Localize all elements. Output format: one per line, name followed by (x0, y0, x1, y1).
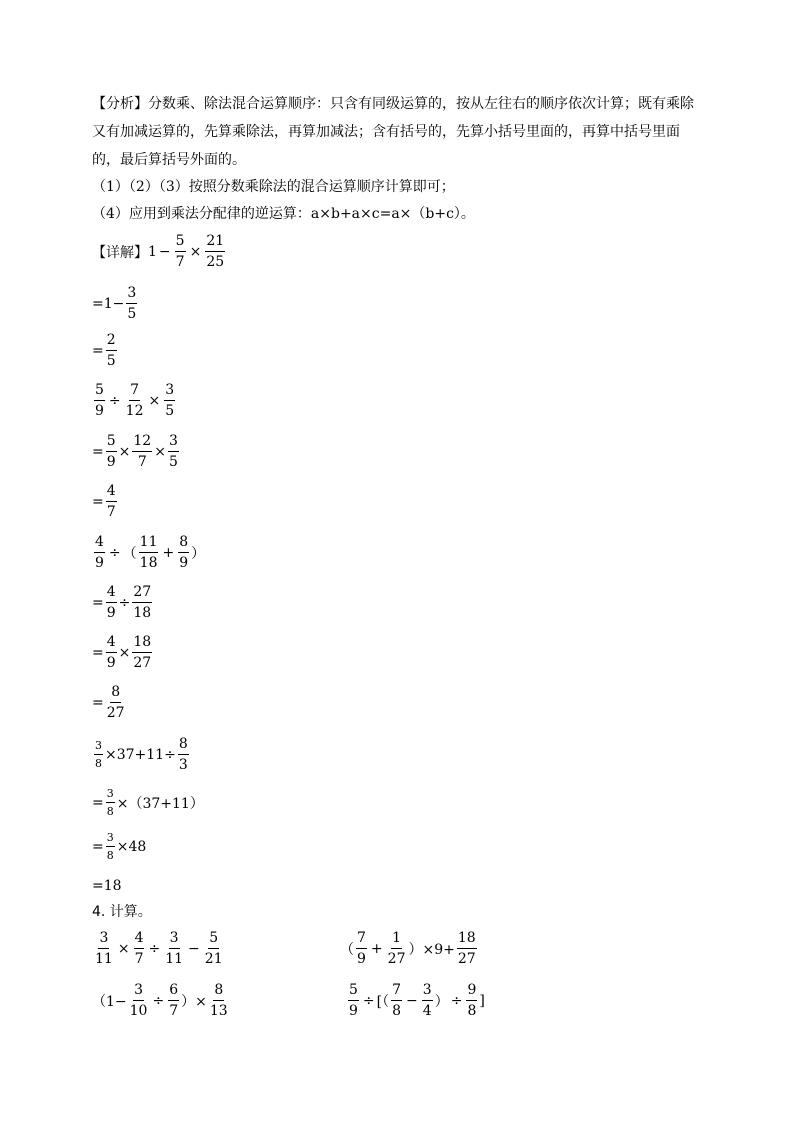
numerator: 3 (133, 983, 144, 1001)
fraction (387, 931, 407, 966)
minus-sign: − (406, 992, 418, 1009)
fraction (348, 983, 359, 1018)
fraction (126, 286, 137, 321)
denominator: 5 (165, 403, 175, 419)
math-text: ）× (181, 993, 207, 1010)
equals-sign: = (92, 694, 104, 711)
denominator: 9 (357, 951, 366, 967)
numerator: 27 (132, 585, 152, 603)
numerator: 3 (94, 740, 103, 755)
minus-sign: − (188, 940, 200, 957)
detail-expr-1 (92, 234, 227, 269)
equals-sign: = (92, 342, 104, 359)
denominator: 8 (106, 805, 114, 818)
times-sign: × (117, 940, 130, 957)
equals-sign: = (92, 644, 104, 661)
times-sign: × (118, 644, 131, 661)
numerator: 5 (348, 983, 359, 1001)
numerator: 8 (213, 983, 224, 1001)
fraction (178, 737, 189, 772)
numerator: 3 (106, 832, 115, 847)
plus-sign: + (162, 544, 175, 561)
numerator: 3 (422, 983, 433, 1001)
divide-sign: ÷ (108, 544, 121, 561)
fraction (106, 788, 115, 817)
math-text: ×48 (116, 838, 147, 855)
math-number: 1 (148, 243, 157, 260)
analysis-line-3: 的，最后算括号外面的。 (92, 152, 246, 168)
detail-step-4-4: =18 (92, 878, 122, 894)
question-2 (340, 931, 479, 966)
numerator: 5 (208, 931, 219, 949)
numerator: 5 (94, 383, 105, 401)
times-sign: × (148, 392, 161, 409)
denominator: 7 (106, 504, 116, 520)
fraction (132, 635, 152, 670)
analysis-line-2: 又有加减运算的，先算乘除法，再算加减法；含有括号的，先算小括号里面的，再算中括号里面 (92, 124, 680, 140)
denominator: 7 (137, 454, 147, 470)
numerator: 4 (94, 535, 105, 553)
numerator: 5 (106, 434, 117, 452)
fraction (164, 383, 175, 418)
fraction (175, 234, 186, 269)
denominator: 5 (168, 454, 178, 470)
detail-expr-2 (92, 383, 177, 418)
detail-label: 【详解】 (92, 244, 148, 261)
fraction (139, 535, 159, 570)
numerator: 3 (169, 931, 180, 949)
fraction (356, 931, 367, 966)
denominator: 9 (95, 403, 104, 419)
equals-sign: = (92, 493, 104, 510)
denominator: 7 (169, 1003, 179, 1019)
denominator: 8 (392, 1003, 402, 1019)
denominator: 18 (133, 605, 152, 621)
denominator: 9 (106, 655, 116, 671)
fraction (106, 484, 117, 519)
numerator: 1 (391, 931, 402, 949)
denominator: 21 (204, 951, 223, 967)
math-text: ×（37+11） (116, 795, 204, 812)
denominator: 3 (178, 757, 188, 773)
math-text: ×37+11÷ (105, 746, 176, 763)
minus-sign: − (158, 243, 171, 260)
right-bracket: ] (479, 992, 485, 1009)
fraction (132, 585, 152, 620)
detail-step-2-3 (92, 484, 119, 519)
math-text: =1− (92, 295, 125, 312)
numerator: 5 (175, 234, 186, 252)
numerator: 3 (98, 931, 109, 949)
equals-sign: = (92, 794, 104, 811)
numerator: 4 (106, 585, 117, 603)
analysis-line-4: （1）（2）（3）按照分数乘除法的混合运算顺序计算即可； (92, 179, 455, 195)
numerator: 6 (168, 983, 179, 1001)
detail-step-4-3 (92, 832, 146, 861)
fraction (134, 931, 145, 966)
denominator: 7 (134, 951, 144, 967)
detail-step-3-4 (92, 685, 128, 720)
fraction (132, 434, 152, 469)
denominator: 27 (133, 655, 152, 671)
denominator: 11 (95, 951, 113, 967)
numerator: 3 (164, 383, 175, 401)
fraction (422, 983, 433, 1018)
fraction (94, 535, 105, 570)
numerator: 3 (126, 286, 137, 304)
right-paren: ） (434, 993, 449, 1010)
detail-step-4-2 (92, 788, 204, 817)
equals-sign: = (92, 443, 104, 460)
denominator: 9 (349, 1003, 358, 1019)
numerator: 7 (356, 931, 367, 949)
numerator: 12 (132, 434, 152, 452)
question-heading: 4. 计算。 (92, 904, 152, 920)
times-sign: × (154, 443, 166, 460)
numerator: 18 (132, 635, 152, 653)
denominator: 9 (179, 555, 189, 571)
denominator: 9 (106, 605, 116, 621)
fraction (106, 585, 117, 620)
numerator: 8 (178, 737, 189, 755)
numerator: 3 (106, 788, 115, 803)
fraction (94, 383, 105, 418)
equals-sign: = (92, 594, 104, 611)
question-4 (346, 983, 485, 1018)
denominator: 13 (209, 1003, 228, 1019)
fraction (178, 535, 189, 570)
analysis-line-5: （4）应用到乘法分配律的逆运算：a×b+a×c=a×（b+c）。 (92, 206, 475, 222)
math-text: （1− (92, 993, 127, 1010)
fraction (106, 635, 117, 670)
denominator: 4 (422, 1003, 432, 1019)
fraction (391, 983, 402, 1018)
question-3 (92, 983, 231, 1018)
fraction (466, 983, 477, 1018)
numerator: 8 (110, 685, 121, 703)
numerator: 3 (168, 434, 179, 452)
question-1 (92, 931, 226, 966)
fraction (94, 931, 114, 966)
fraction (106, 685, 126, 720)
denominator: 11 (165, 951, 184, 967)
fraction (125, 383, 145, 418)
fraction (168, 434, 179, 469)
fraction (164, 931, 184, 966)
denominator: 25 (206, 254, 225, 270)
left-paren: （ (122, 545, 137, 562)
divide-sign: ÷ (450, 992, 463, 1009)
detail-expr-4 (92, 737, 191, 772)
denominator: 7 (175, 254, 185, 270)
detail-step-2-2 (92, 434, 181, 469)
denominator: 5 (127, 306, 137, 322)
numerator: 9 (466, 983, 477, 1001)
divide-sign: ÷ (362, 992, 375, 1009)
numerator: 21 (205, 234, 225, 252)
times-sign: × (189, 243, 202, 260)
analysis-line-1: 【分析】分数乘、除法混合运算顺序：只含有同级运算的，按从左往右的顺序依次计算；既有乘除 (92, 96, 694, 112)
divide-sign: ÷ (148, 940, 161, 957)
denominator: 8 (467, 1003, 477, 1019)
denominator: 9 (106, 454, 116, 470)
plus-sign: + (370, 940, 383, 957)
left-paren: （ (340, 941, 354, 958)
fraction (205, 234, 225, 269)
left-bracket: [（ (376, 993, 390, 1010)
numerator: 4 (106, 635, 117, 653)
numerator: 4 (134, 931, 145, 949)
denominator: 27 (387, 951, 406, 967)
denominator: 27 (106, 705, 125, 721)
fraction (106, 434, 117, 469)
denominator: 27 (457, 951, 476, 967)
fraction (94, 740, 103, 769)
detail-step-1-2 (92, 286, 139, 321)
numerator: 18 (457, 931, 477, 949)
detail-expr-3 (92, 535, 205, 570)
numerator: 7 (129, 383, 140, 401)
numerator: 8 (178, 535, 189, 553)
fraction (129, 983, 149, 1018)
numerator: 7 (391, 983, 402, 1001)
detail-step-1-3 (92, 333, 119, 368)
fraction (106, 333, 117, 368)
denominator: 8 (95, 757, 102, 770)
fraction (209, 983, 229, 1018)
numerator: 2 (106, 333, 117, 351)
divide-sign: ÷ (108, 392, 121, 409)
fraction (204, 931, 224, 966)
fraction (106, 832, 115, 861)
denominator: 8 (106, 849, 114, 862)
denominator: 5 (106, 353, 116, 369)
numerator: 4 (106, 484, 117, 502)
detail-step-3-3 (92, 635, 154, 670)
denominator: 18 (139, 555, 158, 571)
denominator: 12 (125, 403, 144, 419)
fraction (168, 983, 179, 1018)
times-sign: × (118, 443, 131, 460)
right-paren: ） (191, 545, 206, 562)
equals-sign: = (92, 838, 104, 855)
denominator: 9 (95, 555, 104, 571)
divide-sign: ÷ (152, 992, 165, 1009)
denominator: 10 (129, 1003, 148, 1019)
divide-sign: ÷ (118, 594, 131, 611)
math-text: ）×9+ (408, 941, 455, 958)
fraction (457, 931, 477, 966)
numerator: 11 (139, 535, 159, 553)
detail-step-3-2 (92, 585, 154, 620)
